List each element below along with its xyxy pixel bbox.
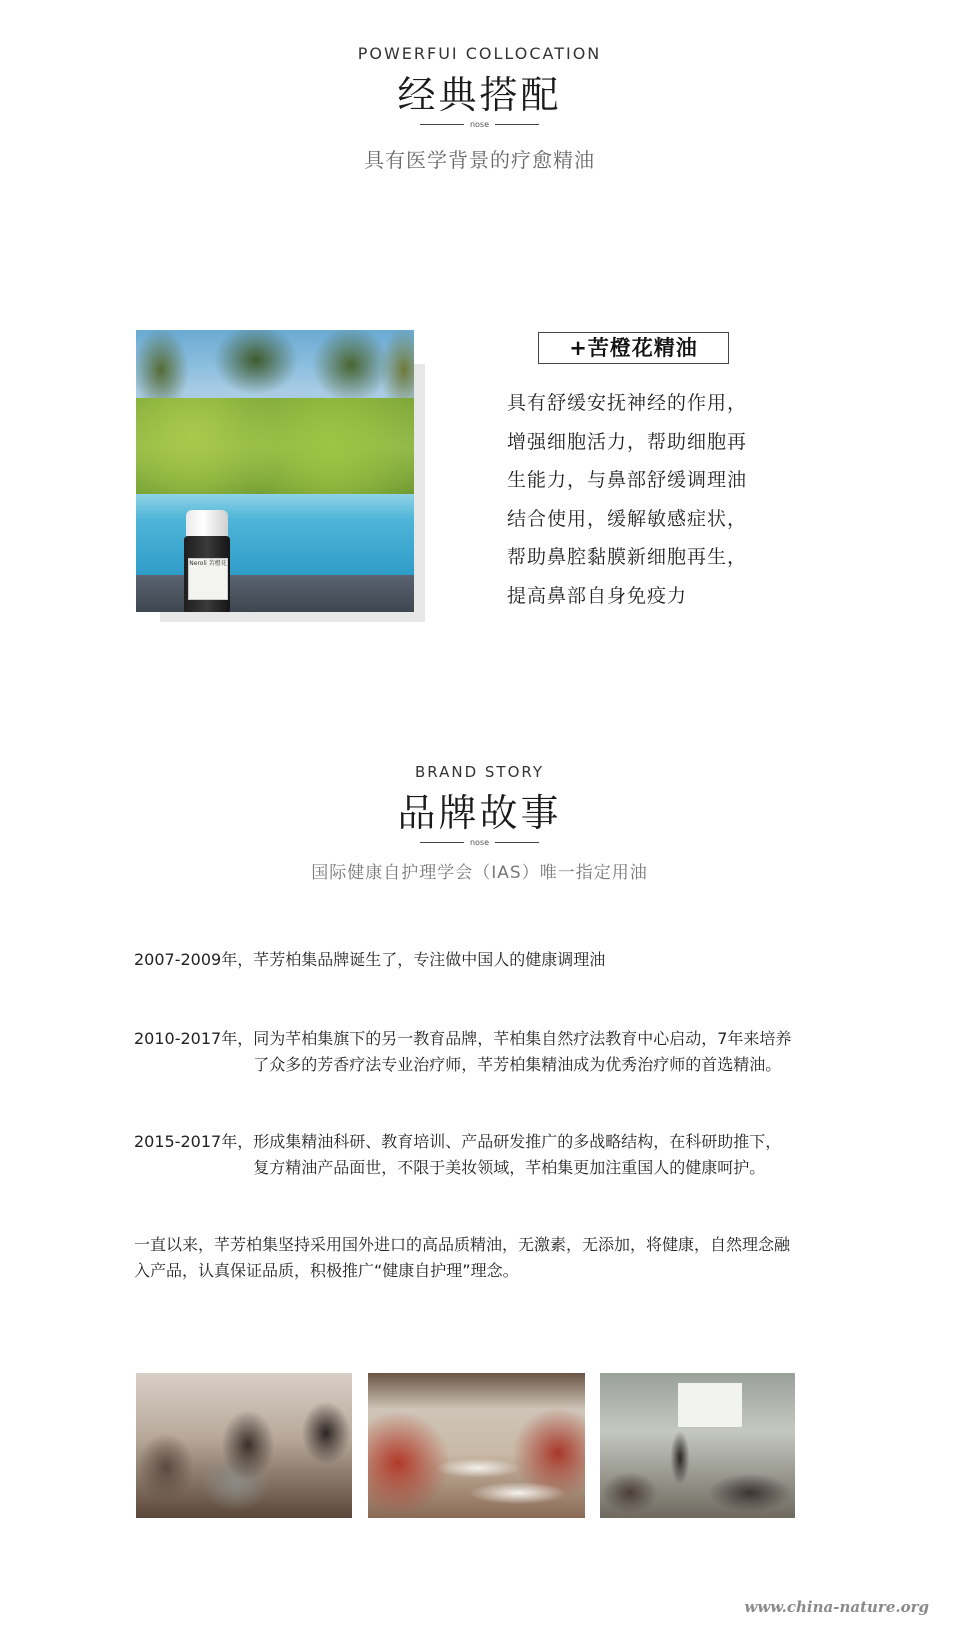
description-line: 具有舒缓安抚神经的作用， (507, 392, 748, 414)
story-text: 芊芳柏集品牌诞生了，专注做中国人的健康调理油 (253, 950, 606, 969)
swimming-pool (136, 494, 414, 579)
brand-story-divider (0, 838, 959, 847)
product-description (507, 384, 807, 615)
bottle-label: Neroli 苦橙花 (188, 558, 228, 600)
story-text: 同为芊柏集旗下的另一教育品牌，芊柏集自然疗法教育中心启动，7年来培养了众多的芳香疗法专业治疗师，芊芳柏集精油成为优秀治疗师的首选精油。 (253, 1029, 792, 1074)
description-line: 结合使用，缓解敏感症状， (507, 507, 748, 530)
story-closing: 一直以来，芊芳柏集坚持采用国外进口的高品质精油，无激素，无添加，将健康，自然理念融入产品，认真保证品质，积极推广“健康自护理”理念。 (134, 1235, 791, 1280)
description-line: 增强细胞活力，帮助细胞再 (507, 430, 748, 453)
green-bushes (136, 398, 414, 497)
story-entry-2010 (134, 1026, 794, 1078)
collocation-en-title: POWERFUI COLLOCATION (357, 44, 602, 63)
classroom-photo-2 (368, 1373, 585, 1518)
description-line: 提高鼻部自身免疫力 (507, 584, 688, 607)
divider-label: nose (469, 120, 490, 129)
story-year: 2007-2009年， (134, 950, 254, 969)
story-year: 2010-2017年， (134, 1029, 254, 1048)
description-line: 帮助鼻腔黏膜新细胞再生， (507, 546, 748, 568)
story-entry-2007 (134, 947, 794, 973)
story-text: 形成集精油科研、教育培训、产品研发推广的多战略结构，在科研助推下，复方精油产品面世，不限于美妆领域，芊柏集更加注重国人的健康呵护。 (253, 1132, 782, 1177)
deck-surface (136, 575, 414, 612)
collocation-divider (0, 120, 959, 129)
bottle-cap (186, 510, 228, 538)
brand-story-en-title: BRAND STORY (414, 763, 545, 781)
watermark: www.china-nature.org (744, 1598, 929, 1616)
lecture-photo-3 (600, 1373, 795, 1518)
brand-story-subtitle: 国际健康自护理学会（IAS）唯一指定用油 (311, 863, 648, 883)
collocation-subtitle: 具有医学背景的疗愈精油 (364, 148, 595, 172)
training-photo-1 (136, 1373, 352, 1518)
description-line: 生能力，与鼻部舒缓调理油 (507, 469, 748, 491)
brand-story-cn-title: 品牌故事 (397, 791, 562, 835)
product-tag: +苦橙花精油 (538, 332, 729, 364)
story-entry-2015 (134, 1129, 794, 1181)
product-photo (136, 330, 414, 612)
collocation-cn-title: 经典搭配 (397, 73, 562, 117)
story-year: 2015-2017年， (134, 1132, 254, 1151)
divider-label: nose (469, 838, 490, 847)
